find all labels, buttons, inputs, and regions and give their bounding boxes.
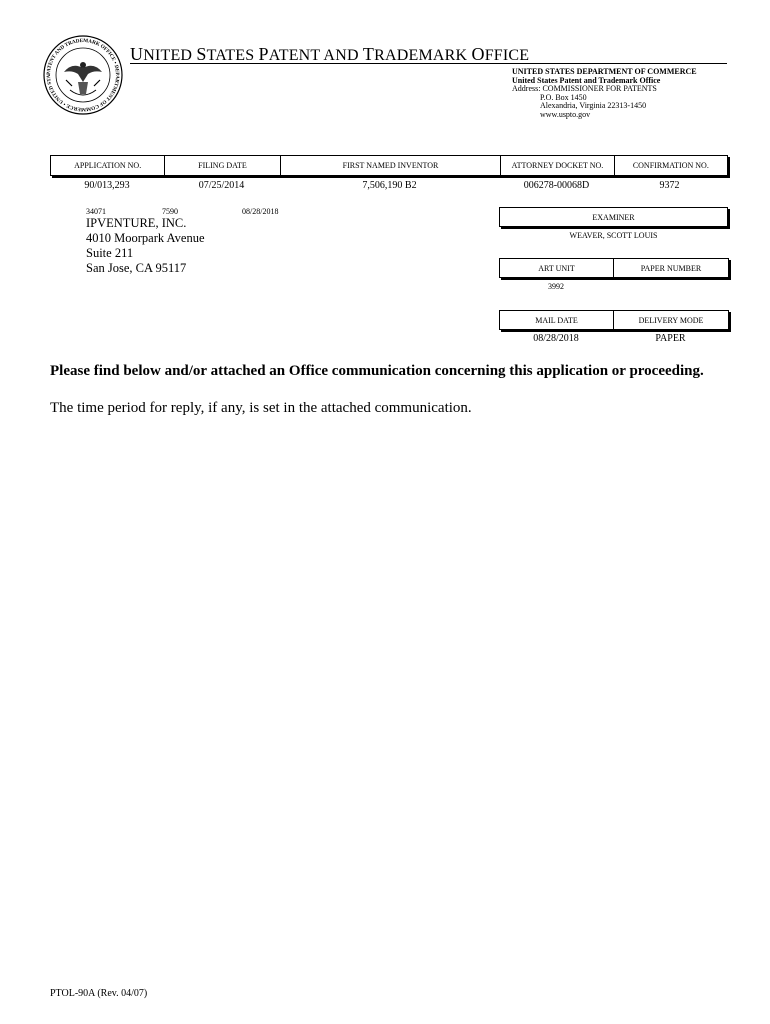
mail-header — [499, 310, 729, 330]
art-unit-label: ART UNIT — [500, 259, 614, 277]
mail-values — [499, 333, 728, 344]
dept-name: UNITED STATES DEPARTMENT OF COMMERCE — [512, 67, 697, 76]
correspondence-address — [86, 216, 205, 276]
filing-date: 07/25/2014 — [198, 180, 245, 191]
uspto-seal-icon — [42, 34, 124, 116]
office-title: UNITED STATES PATENT AND TRADEMARK OFFICE — [130, 44, 530, 64]
attorney-docket-no: 006278-00068D — [523, 180, 590, 191]
delivery-mode-value: PAPER — [655, 333, 686, 344]
header-rule — [130, 63, 727, 64]
office-communication-notice: Please find below and/or attached an Office communication concerning this application or proceeding. — [50, 363, 704, 379]
correspondence-code: 7590 — [162, 207, 178, 216]
office-name: United States Patent and Trademark Office — [512, 75, 661, 85]
address-line: Address: COMMISSIONER FOR PATENTS — [512, 84, 657, 93]
reply-period-notice: The time period for reply, if any, is set in the attached communication. — [50, 400, 472, 416]
application-table-header — [50, 155, 728, 176]
examiner-label: EXAMINER — [499, 207, 728, 227]
form-identifier: PTOL-90A (Rev. 04/07) — [50, 988, 148, 999]
header-first-named-inventor: FIRST NAMED INVENTOR — [281, 156, 502, 175]
delivery-mode-label: DELIVERY MODE — [638, 315, 704, 325]
first-named-inventor: 7,506,190 B2 — [362, 180, 417, 191]
header-application-no: APPLICATION NO. — [51, 156, 165, 175]
mail-date-label: MAIL DATE — [500, 311, 614, 329]
website: www.uspto.gov — [540, 109, 591, 119]
customer-number: 34071 — [86, 207, 106, 216]
department-address-block — [512, 68, 697, 119]
examiner-name: WEAVER, SCOTT LOUIS — [569, 231, 658, 240]
suite: Suite 211 — [86, 246, 134, 260]
correspondence-date: 08/28/2018 — [242, 207, 279, 216]
po-box: P.O. Box 1450 — [540, 92, 587, 102]
city-line: Alexandria, Virginia 22313-1450 — [540, 101, 647, 110]
street-address: 4010 Moorpark Avenue — [86, 231, 205, 245]
seal-ring-text: PATENT AND TRADEMARK OFFICE • DEPARTMENT OF COMMERCE • UNITED STA — [45, 37, 121, 113]
city-state-zip: San Jose, CA 95117 — [86, 261, 187, 275]
art-unit-header — [499, 258, 729, 278]
header-attorney-docket-no: ATTORNEY DOCKET NO. — [501, 156, 614, 175]
application-no: 90/013,293 — [84, 180, 130, 191]
header-filing-date: FILING DATE — [165, 156, 280, 175]
addressee-name: IPVENTURE, INC. — [86, 216, 187, 230]
art-unit-value: 3992 — [548, 282, 564, 291]
application-table-values — [50, 180, 727, 191]
header-confirmation-no: CONFIRMATION NO. — [615, 156, 728, 175]
confirmation-no: 9372 — [659, 180, 680, 191]
paper-number-label: PAPER NUMBER — [640, 263, 702, 273]
mail-date-value: 08/28/2018 — [533, 333, 579, 344]
